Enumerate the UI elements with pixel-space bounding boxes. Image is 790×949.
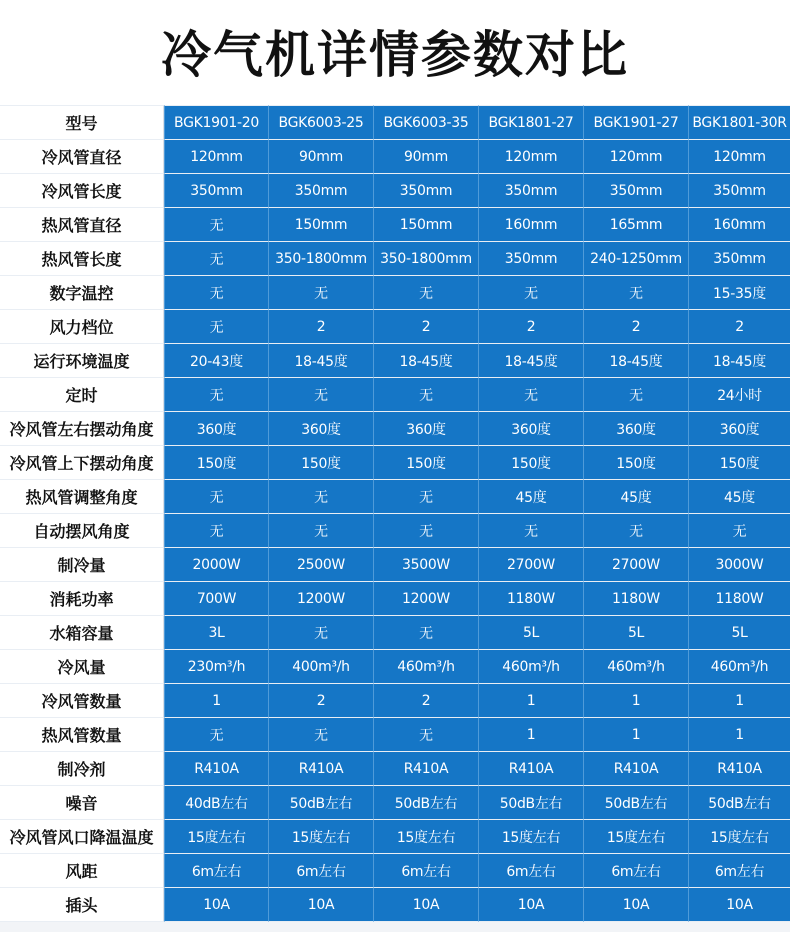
table-row (0, 650, 790, 684)
table-cell: 5L (478, 616, 583, 650)
table-row (0, 854, 790, 888)
table-cell: 10A (583, 888, 688, 922)
table-row (0, 140, 790, 174)
table-cell: 6m左右 (478, 854, 583, 888)
table-row (0, 786, 790, 820)
table-cell: 150度 (478, 446, 583, 480)
row-label: 热风管直径 (0, 208, 164, 242)
table-cell: 2700W (583, 548, 688, 582)
table-cell: 无 (164, 276, 268, 310)
row-label: 水箱容量 (0, 616, 164, 650)
row-label: 热风管数量 (0, 718, 164, 752)
table-cell: 5L (688, 616, 790, 650)
table-cell: 24小时 (688, 378, 790, 412)
table-cell: 360度 (268, 412, 373, 446)
table-cell: 1200W (268, 582, 373, 616)
table-cell: 150度 (688, 446, 790, 480)
table-cell: 50dB左右 (478, 786, 583, 820)
table-cell: 160mm (478, 208, 583, 242)
table-cell: 1 (688, 684, 790, 718)
table-cell: 1 (688, 718, 790, 752)
table-cell: 2 (583, 310, 688, 344)
row-label: 冷风管长度 (0, 174, 164, 208)
table-cell: 360度 (164, 412, 268, 446)
table-cell: 10A (688, 888, 790, 922)
table-cell: 45度 (583, 480, 688, 514)
table-cell: 50dB左右 (583, 786, 688, 820)
table-cell: 2500W (268, 548, 373, 582)
table-cell: 无 (373, 514, 478, 548)
table-cell: 15度左右 (268, 820, 373, 854)
table-cell: 150度 (373, 446, 478, 480)
table-cell: 90mm (268, 140, 373, 174)
table-cell: 460m³/h (583, 650, 688, 684)
table-row (0, 446, 790, 480)
row-label: 热风管长度 (0, 242, 164, 276)
table-cell: 20-43度 (164, 344, 268, 378)
table-row (0, 548, 790, 582)
table-cell: 150mm (268, 208, 373, 242)
row-label: 噪音 (0, 786, 164, 820)
table-cell: 460m³/h (373, 650, 478, 684)
table-cell: 无 (688, 514, 790, 548)
table-cell: 360度 (478, 412, 583, 446)
row-label: 冷风管左右摆动角度 (0, 412, 164, 446)
table-cell: 2 (688, 310, 790, 344)
table-cell: 40dB左右 (164, 786, 268, 820)
table-cell: 160mm (688, 208, 790, 242)
table-cell: 6m左右 (688, 854, 790, 888)
table-cell: BGK1901-27 (583, 105, 688, 140)
table-row (0, 174, 790, 208)
table-cell: 150度 (583, 446, 688, 480)
page-title: 冷气机详情参数对比 (161, 26, 629, 84)
row-label: 型号 (0, 105, 164, 140)
table-cell: 400m³/h (268, 650, 373, 684)
table-row (0, 684, 790, 718)
table-cell: 2000W (164, 548, 268, 582)
table-cell: 120mm (583, 140, 688, 174)
table-cell: 6m左右 (164, 854, 268, 888)
table-cell: 2 (373, 310, 478, 344)
table-cell: 150度 (164, 446, 268, 480)
row-label: 冷风管数量 (0, 684, 164, 718)
table-cell: 18-45度 (268, 344, 373, 378)
table-cell: 1180W (478, 582, 583, 616)
table-cell: 15度左右 (583, 820, 688, 854)
row-label: 插头 (0, 888, 164, 922)
row-label: 冷风量 (0, 650, 164, 684)
table-row (0, 718, 790, 752)
table-cell: 230m³/h (164, 650, 268, 684)
table-cell: 350mm (583, 174, 688, 208)
table-cell: 350mm (268, 174, 373, 208)
table-cell: 10A (268, 888, 373, 922)
table-cell: 350mm (373, 174, 478, 208)
table-cell: 460m³/h (478, 650, 583, 684)
table-cell: 165mm (583, 208, 688, 242)
table-cell: 120mm (478, 140, 583, 174)
table-row (0, 752, 790, 786)
table-row (0, 105, 790, 140)
table-cell: 45度 (688, 480, 790, 514)
table-cell: 15度左右 (164, 820, 268, 854)
table-cell: 1200W (373, 582, 478, 616)
table-cell: 无 (583, 378, 688, 412)
table-cell: 2 (268, 310, 373, 344)
table-cell: 15度左右 (373, 820, 478, 854)
table-cell: 无 (164, 378, 268, 412)
table-cell: 700W (164, 582, 268, 616)
table-cell: 45度 (478, 480, 583, 514)
table-row (0, 480, 790, 514)
row-label: 运行环境温度 (0, 344, 164, 378)
table-cell: 无 (373, 718, 478, 752)
table-cell: 1180W (688, 582, 790, 616)
table-row (0, 344, 790, 378)
table-cell: R410A (583, 752, 688, 786)
table-row (0, 378, 790, 412)
table-cell: 10A (373, 888, 478, 922)
table-cell: 150mm (373, 208, 478, 242)
table-cell: 无 (373, 480, 478, 514)
row-label: 风距 (0, 854, 164, 888)
table-cell: 6m左右 (583, 854, 688, 888)
spec-table-body (0, 105, 790, 922)
table-cell: 350mm (688, 174, 790, 208)
row-label: 风力档位 (0, 310, 164, 344)
table-cell: 无 (373, 276, 478, 310)
table-cell: 350-1800mm (373, 242, 478, 276)
table-cell: 无 (478, 514, 583, 548)
table-row (0, 208, 790, 242)
table-cell: BGK1801-27 (478, 105, 583, 140)
table-cell: 无 (164, 242, 268, 276)
table-row (0, 616, 790, 650)
table-cell: 15-35度 (688, 276, 790, 310)
table-cell: 15度左右 (688, 820, 790, 854)
table-row (0, 276, 790, 310)
table-cell: 无 (268, 514, 373, 548)
table-cell: 无 (478, 276, 583, 310)
table-cell: 2 (268, 684, 373, 718)
table-cell: 90mm (373, 140, 478, 174)
table-cell: BGK6003-25 (268, 105, 373, 140)
row-label: 制冷剂 (0, 752, 164, 786)
row-label: 制冷量 (0, 548, 164, 582)
table-cell: 50dB左右 (688, 786, 790, 820)
table-cell: 2 (478, 310, 583, 344)
table-cell: R410A (164, 752, 268, 786)
table-cell: 15度左右 (478, 820, 583, 854)
table-cell: 无 (164, 718, 268, 752)
table-cell: 6m左右 (268, 854, 373, 888)
table-cell: 350mm (478, 242, 583, 276)
table-row (0, 514, 790, 548)
table-cell: 3000W (688, 548, 790, 582)
table-cell: R410A (268, 752, 373, 786)
table-cell: 350mm (688, 242, 790, 276)
table-row (0, 820, 790, 854)
table-cell: 10A (164, 888, 268, 922)
table-cell: 18-45度 (688, 344, 790, 378)
table-cell: 18-45度 (478, 344, 583, 378)
table-cell: 2 (373, 684, 478, 718)
table-cell: 无 (583, 276, 688, 310)
table-cell: 1 (583, 684, 688, 718)
table-cell: 无 (583, 514, 688, 548)
table-cell: 1 (583, 718, 688, 752)
row-label: 冷风管风口降温温度 (0, 820, 164, 854)
row-label: 定时 (0, 378, 164, 412)
table-row (0, 412, 790, 446)
table-cell: 2700W (478, 548, 583, 582)
table-cell: 120mm (688, 140, 790, 174)
table-cell: BGK1801-30R (688, 105, 790, 140)
table-cell: 1180W (583, 582, 688, 616)
table-row (0, 310, 790, 344)
table-cell: 无 (373, 616, 478, 650)
table-cell: 50dB左右 (373, 786, 478, 820)
table-cell: 240-1250mm (583, 242, 688, 276)
table-cell: 无 (268, 616, 373, 650)
table-cell: BGK1901-20 (164, 105, 268, 140)
table-cell: 无 (164, 208, 268, 242)
table-cell: R410A (478, 752, 583, 786)
table-cell: 无 (268, 718, 373, 752)
table-cell: 5L (583, 616, 688, 650)
table-cell: 360度 (583, 412, 688, 446)
table-cell: 18-45度 (373, 344, 478, 378)
table-cell: 1 (478, 684, 583, 718)
row-label: 数字温控 (0, 276, 164, 310)
table-cell: 3500W (373, 548, 478, 582)
row-label: 热风管调整角度 (0, 480, 164, 514)
table-cell: 1 (478, 718, 583, 752)
table-cell: 无 (164, 310, 268, 344)
table-cell: 350-1800mm (268, 242, 373, 276)
table-cell: 350mm (478, 174, 583, 208)
table-cell: R410A (688, 752, 790, 786)
table-cell: 6m左右 (373, 854, 478, 888)
table-cell: 无 (373, 378, 478, 412)
bottom-strip (0, 922, 790, 932)
table-row (0, 582, 790, 616)
row-label: 冷风管上下摆动角度 (0, 446, 164, 480)
table-cell: 无 (478, 378, 583, 412)
table-cell: BGK6003-35 (373, 105, 478, 140)
table-cell: 360度 (373, 412, 478, 446)
table-cell: 无 (164, 514, 268, 548)
table-cell: 18-45度 (583, 344, 688, 378)
spec-comparison-table (0, 105, 790, 922)
row-label: 自动摆风角度 (0, 514, 164, 548)
table-cell: 1 (164, 684, 268, 718)
table-row (0, 888, 790, 922)
table-cell: 无 (268, 480, 373, 514)
table-cell: 3L (164, 616, 268, 650)
table-cell: 50dB左右 (268, 786, 373, 820)
row-label: 冷风管直径 (0, 140, 164, 174)
table-cell: 无 (268, 276, 373, 310)
table-cell: 360度 (688, 412, 790, 446)
table-cell: 150度 (268, 446, 373, 480)
table-cell: 460m³/h (688, 650, 790, 684)
table-cell: 10A (478, 888, 583, 922)
table-cell: R410A (373, 752, 478, 786)
row-label: 消耗功率 (0, 582, 164, 616)
table-cell: 无 (164, 480, 268, 514)
table-cell: 120mm (164, 140, 268, 174)
table-cell: 350mm (164, 174, 268, 208)
table-cell: 无 (268, 378, 373, 412)
table-row (0, 242, 790, 276)
